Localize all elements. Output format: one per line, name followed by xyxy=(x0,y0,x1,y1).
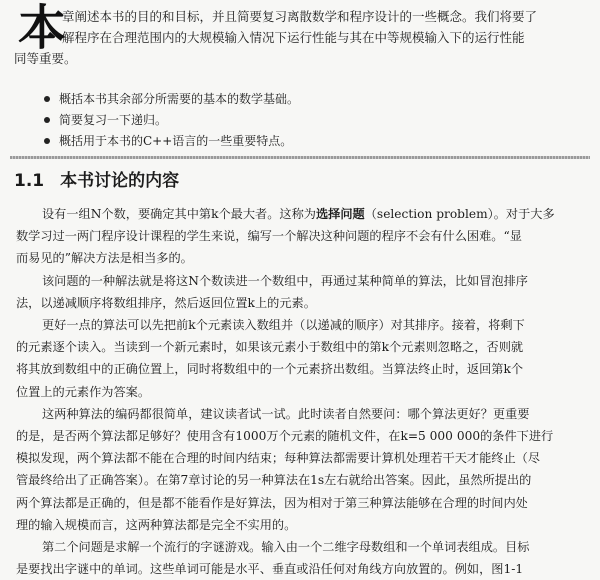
text-line: 位置上的元素作为答案。 xyxy=(16,384,151,399)
bullet-icon xyxy=(44,117,50,123)
term-highlight: 选择问题 xyxy=(316,207,365,221)
text-line: 第二个问题是求解一个流行的字谜游戏。输入由一个二维字母数组和一个单词表组成。目标 xyxy=(42,540,530,555)
list-item xyxy=(44,131,299,152)
text-line: 管最终给出了正确答案）。在第7章讨论的另一种算法在1s左右就给出答案。因此，虽然所提出的 xyxy=(16,473,532,488)
text-line: 两个算法都是正确的，但是都不能看作是好算法，因为相对于第三种算法能够在合理的时间内处 xyxy=(16,495,528,510)
list-item-text: 概括本书其余部分所需要的基本的数学基础。 xyxy=(59,92,300,106)
text-line: 更好一点的算法可以先把前k个元素读入数组并（以递减的顺序）对其排序。接着，将剩下 xyxy=(42,318,525,333)
intro-line: 解程序在合理范围内的大规模输入情况下运行性能与其在中等规模输入下的运行性能 xyxy=(62,30,525,45)
text-run: （selection problem）。对于大多 xyxy=(364,207,555,221)
text-line xyxy=(16,203,590,225)
paragraph xyxy=(16,403,590,536)
intro-line: 同等重要。 xyxy=(14,51,77,66)
list-item-text: 概括用于本书的C++语言的一些重要特点。 xyxy=(59,134,293,148)
paragraph xyxy=(16,536,590,580)
section-heading xyxy=(14,166,179,191)
text-line: 而易见的”解决方法是相当多的。 xyxy=(16,251,193,266)
intro-line: 章阐述本书的目的和目标，并且简要复习离散数学和程序设计的一些概念。我们将要了 xyxy=(62,9,538,24)
paragraph xyxy=(16,314,590,403)
section-title: 本书讨论的内容 xyxy=(60,171,180,191)
paragraph xyxy=(16,203,590,270)
text-line: 将其放到数组中的正确位置上，同时将数组中的一个元素挤出数组。当算法终止时，返回第k个 xyxy=(16,362,524,377)
list-item xyxy=(44,110,299,131)
text-line: 这两种算法的编码都很简单，建议读者试一试。此时读者自然要问：哪个算法更好？更重要 xyxy=(42,406,530,421)
text-line: 是要找出字谜中的单词。这些单词可能是水平、垂直或沿任何对角线方向放置的。例如，图1-1 xyxy=(16,562,524,577)
text-line: 法，以递减顺序将数组排序，然后返回位置k上的元素。 xyxy=(16,295,316,310)
text-line: 数学习过一两门程序设计课程的学生来说，编写一个解决这种问题的程序不会有什么困难。“显 xyxy=(16,229,522,244)
chapter-goals-list xyxy=(44,89,299,152)
drop-cap: 本 xyxy=(18,0,67,56)
chapter-intro xyxy=(14,0,588,69)
bullet-icon xyxy=(44,96,50,102)
list-item-text: 简要复习一下递归。 xyxy=(59,113,168,127)
section-number: 1.1 xyxy=(14,171,45,191)
text-line: 该问题的一种解法就是将这N个数读进一个数组中，再通过某种简单的算法，比如冒泡排序 xyxy=(42,273,528,288)
text-run: 设有一组N个数，要确定其中第k个最大者。这称为 xyxy=(42,207,316,221)
text-line: 理的输入规模而言，这两种算法都是完全不实用的。 xyxy=(16,517,297,532)
text-line: 的是，是否两个算法都足够好？使用含有1000万个元素的随机文件，在k=5 000 000的条件下进行 xyxy=(16,429,554,444)
section-body xyxy=(16,203,590,580)
text-line: 的元素逐个读入。当读到一个新元素时，如果该元素小于数组中的第k个元素则忽略之，否则就 xyxy=(16,340,524,355)
paragraph xyxy=(16,270,590,314)
text-line: 模拟发现，两个算法都不能在合理的时间内结束；每种算法都需要计算机处理若干天才能终止（尽 xyxy=(16,451,541,466)
list-item xyxy=(44,89,299,110)
bullet-icon xyxy=(44,138,50,144)
section-divider xyxy=(10,156,590,159)
